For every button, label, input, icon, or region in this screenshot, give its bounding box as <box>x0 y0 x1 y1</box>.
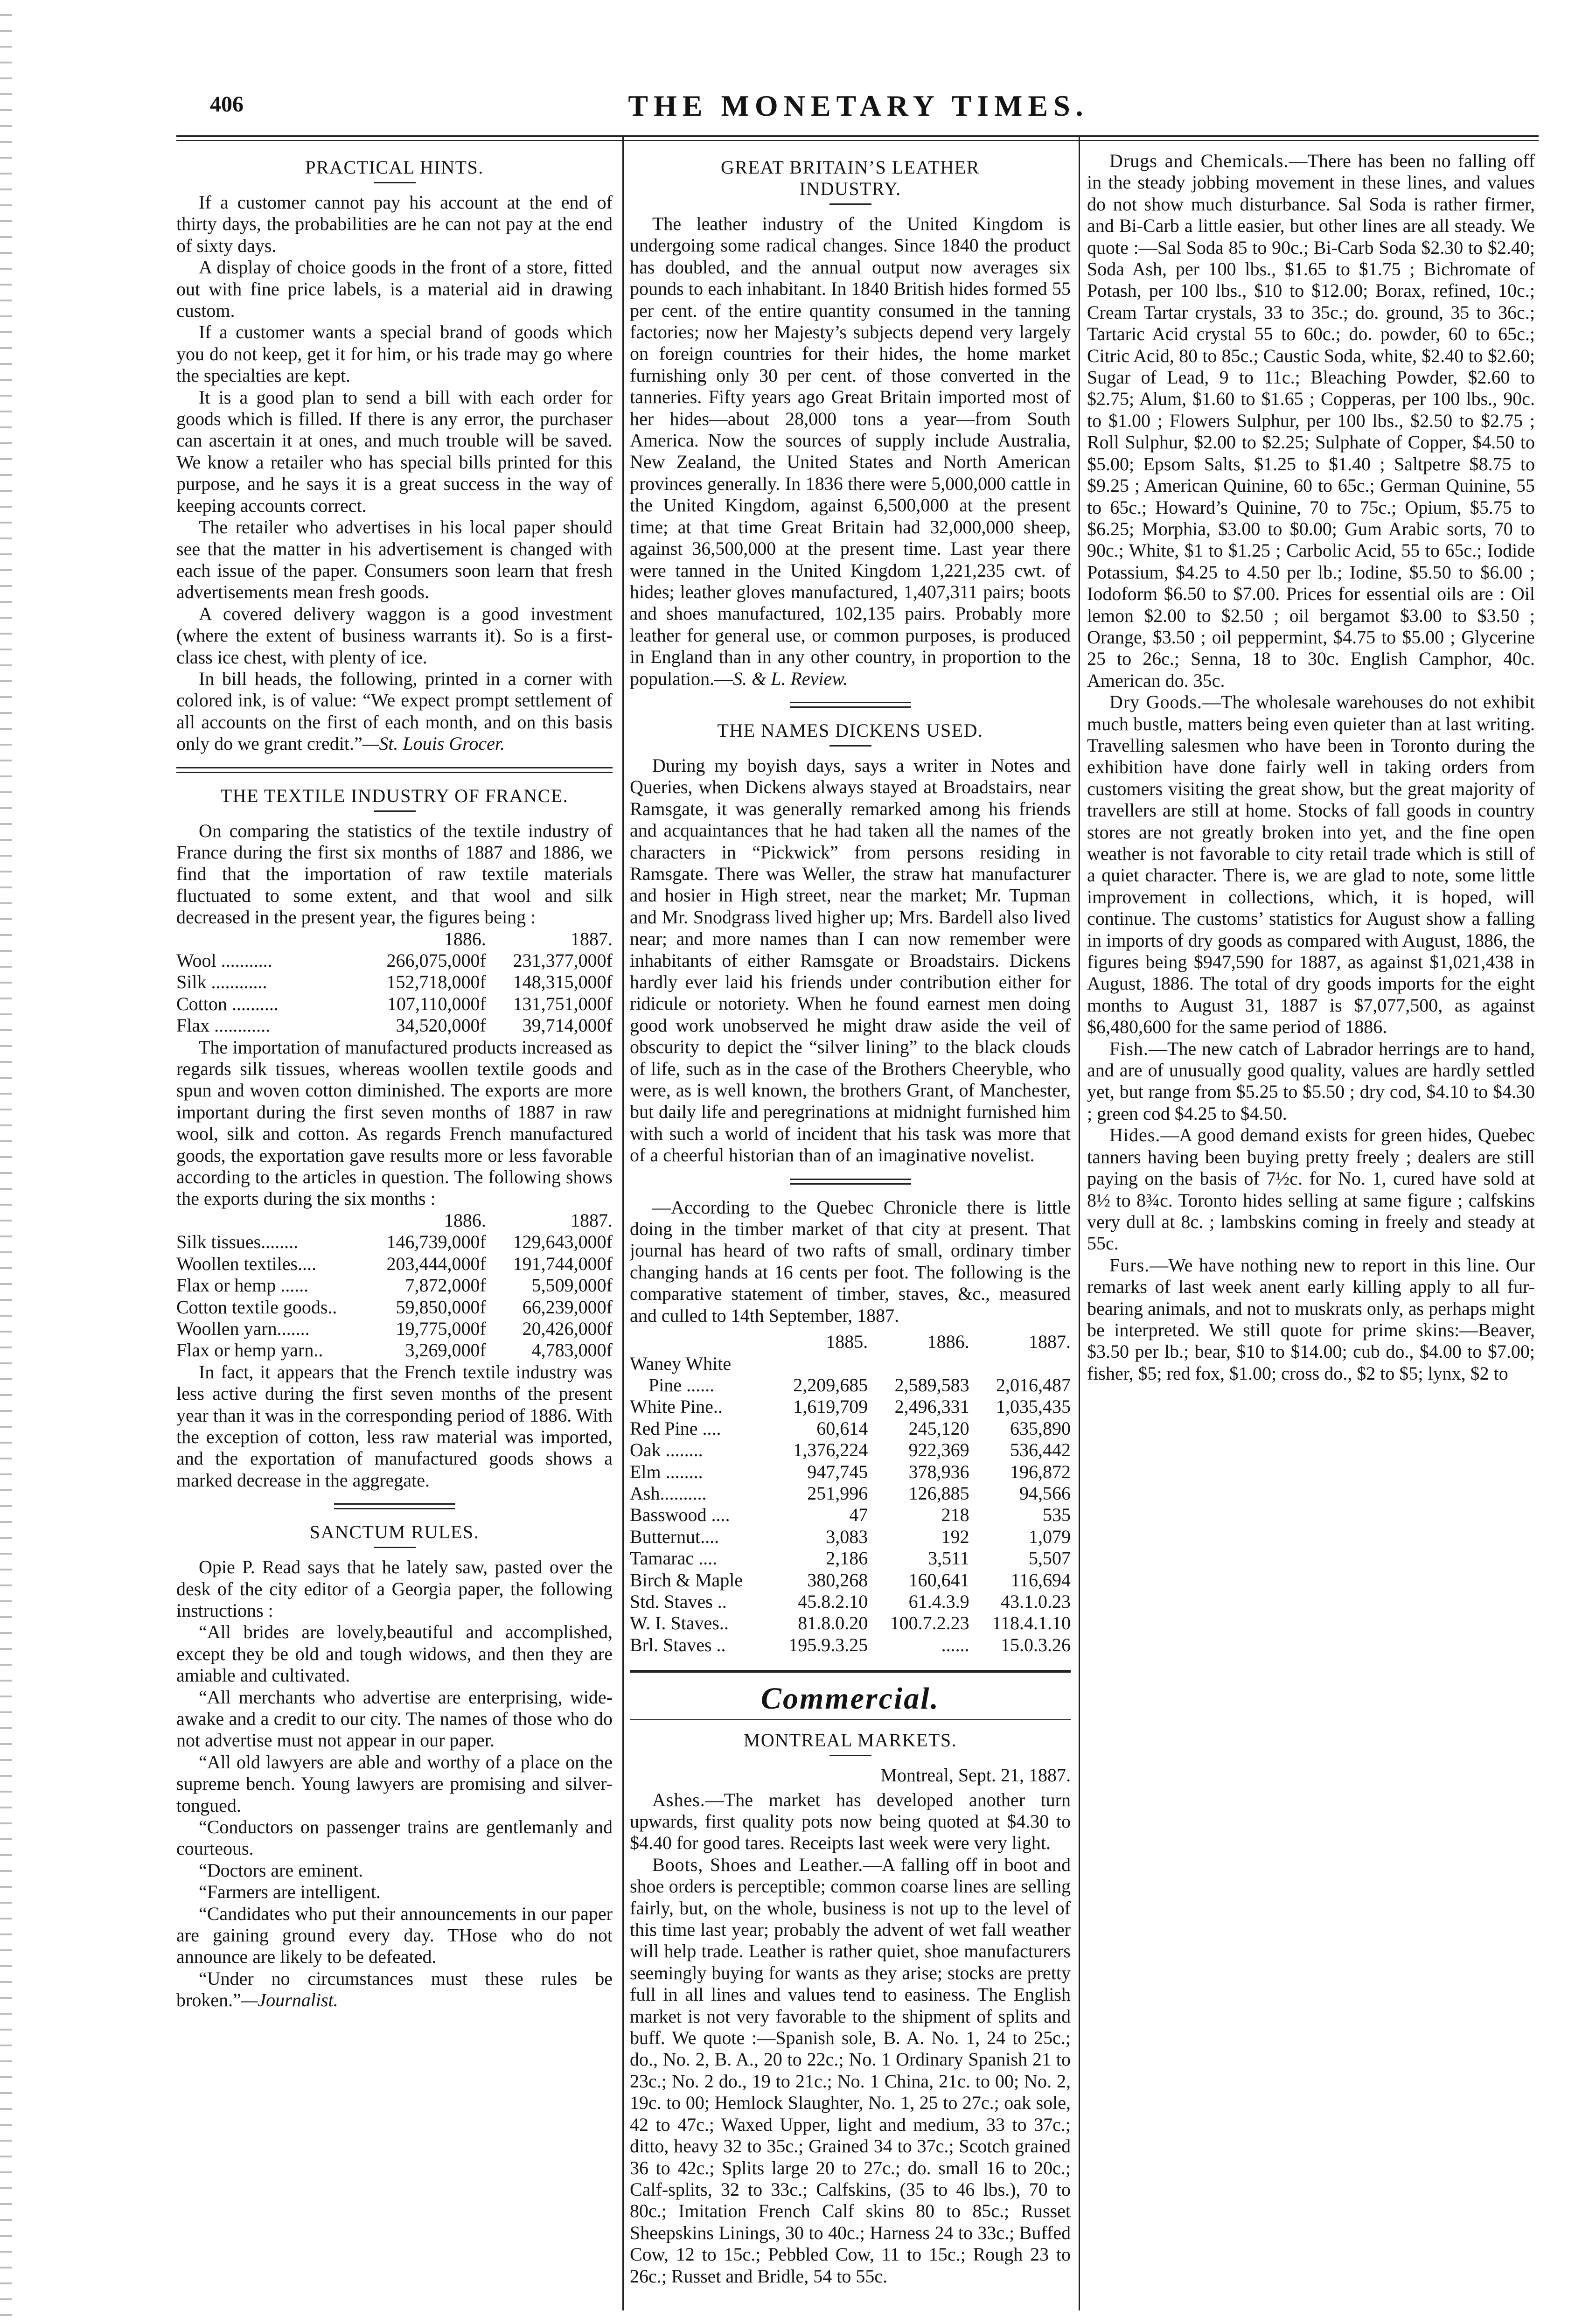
table-cell <box>767 1353 868 1375</box>
table-cell: 7,872,000f <box>405 1275 486 1296</box>
rule-item <box>176 1968 613 2011</box>
table-cell: 129,643,000f <box>513 1231 613 1253</box>
commercial-rule <box>630 1670 1071 1673</box>
table-cell: 146,739,000f <box>386 1231 486 1253</box>
table-cell: 3,269,000f <box>405 1340 486 1361</box>
table-cell: Oak ........ <box>630 1439 703 1461</box>
table-cell: 245,120 <box>908 1417 969 1439</box>
paragraph: It is a good plan to send a bill with each order for goods which is filled. If there is any error, the purchaser can ascertain it at ones, and much trouble will be saved. We know a retailer who has special bills printed for this purpose, and he says it is a great success in the way of keeping accounts correct. <box>176 386 613 516</box>
section-divider <box>334 1503 455 1509</box>
dateline: Montreal, Sept. 21, 1887. <box>880 1765 1071 1786</box>
table-cell: 47 <box>849 1504 868 1526</box>
table-row <box>630 1375 1071 1396</box>
table-row <box>630 1353 1071 1375</box>
table-cell: 4,783,000f <box>531 1340 613 1361</box>
table-cell: 635,890 <box>1010 1417 1071 1439</box>
paragraph: If a customer cannot pay his account at the end of thirty days, the probabilities are he can not pay at the end of sixty days. <box>176 192 613 256</box>
table-cell: Silk tissues........ <box>176 1231 299 1253</box>
market-lead: Boots, Shoes and Leather. <box>652 1854 864 1875</box>
table-cell: Woollen textiles.... <box>176 1253 317 1274</box>
table-cell: White Pine.. <box>630 1396 723 1417</box>
paragraph <box>630 213 1071 690</box>
table-cell: Red Pine .... <box>630 1417 721 1439</box>
paragraph: The retailer who advertises in his local paper should see that the matter in his advertisement is changed with each issue of the paper. Consumers soon learn that fresh advertisements mean fresh goods. <box>176 516 613 603</box>
column-1 <box>176 150 613 2296</box>
table-header-cell: 1887. <box>1029 1331 1071 1353</box>
table-cell: 81.8.0.20 <box>798 1612 868 1634</box>
table-header-cell: 1886. <box>444 1209 486 1231</box>
table-header-row <box>630 1331 1071 1353</box>
table-row <box>176 1253 613 1275</box>
table-cell: 131,751,000f <box>513 993 613 1014</box>
table-cell: 160,641 <box>908 1569 969 1591</box>
commercial-rule-thin <box>630 1719 1071 1720</box>
leather-heading: GREAT BRITAIN’S LEATHER <box>721 157 980 178</box>
table-cell: 192 <box>941 1526 969 1547</box>
paragraph: The importation of manufactured products increased as regards silk tissues, whereas woollen textile goods and spun and woven cotton diminished. The exports are more important during the first seven months of 1887 in raw wool, silk and cotton. As regards French manufactured goods, the exportation gave results more or less favorable according to the articles in question. The following shows the exports during the six months : <box>176 1036 613 1209</box>
page-header <box>182 89 1535 126</box>
rule-item: “All merchants who advertise are enterprising, wide-awake and a credit to our city. The names of those who do not advertise must not appear in our paper. <box>176 1686 613 1751</box>
table-cell <box>630 1331 767 1353</box>
table-cell <box>969 1353 1071 1375</box>
market-lead: Drugs and Chemicals. <box>1109 150 1289 171</box>
table-cell: 107,110,000f <box>387 993 486 1014</box>
market-text: —A falling off in boot and shoe orders is perceptible; common coarse lines are selling fairly, but, on the whole, business is not up to the level of this time last year; probably the advent of wet fall weather will help trade. Leather is rather quiet, shoe manufacturers seemingly buying for wants as they arise; stocks are pretty full in all lines and values tend to easiness. The English market is not very favorable to the shipment of splits and buff. We quote :—Spanish sole, B. A. No. 1, 24 to 25c.; do., No. 2, B. A., 20 to 22c.; No. 1 Ordinary Spanish 21 to 23c.; No. 2 do., 19 to 21c.; No. 1 China, 21c. to 00; No. 2, 19c. to 00; Hemlock Slaughter, No. 1, 25 to 27c.; oak sole, 42 to 47c.; Waxed Upper, light and medium, 33 to 37c.; ditto, heavy 32 to 35c.; Grained 34 to 37c.; Scotch grained 36 to 42c.; Splits large 20 to 27c.; do. small 16 to 20c.; Calf-splits, 32 to 33c.; Calfskins, (35 to 46 lbs.), 70 to 80c.; Imitation French Calf skins 80 to 85c.; Russet Sheepskins Linings, 30 to 40c.; Harness 24 to 33c.; Buffed Cow, 12 to 15c.; Pebbled Cow, 11 to 15c.; Rough 23 to 26c.; Russet and Bridle, 54 to 55c. <box>630 1854 1071 2287</box>
divider <box>829 745 871 747</box>
table-cell: 378,936 <box>908 1461 969 1482</box>
table-cell: 1,376,224 <box>793 1439 868 1461</box>
table-cell: Brl. Staves .. <box>630 1634 726 1655</box>
market-lead: Dry Goods. <box>1109 691 1203 713</box>
table-cell: 2,496,331 <box>894 1396 969 1417</box>
practical-hints-heading: PRACTICAL HINTS. <box>305 157 484 178</box>
table-cell: Cotton .......... <box>176 993 279 1014</box>
table-header-row <box>176 1210 613 1231</box>
table-cell: Wool ........... <box>176 950 272 971</box>
divider <box>374 1547 416 1548</box>
rule-item: “Candidates who put their announcements in our paper are gaining ground every day. THose who do not announce are likely to be defeated. <box>176 1903 613 1968</box>
table-header-cell: 1885. <box>826 1331 868 1353</box>
table-row <box>630 1396 1071 1417</box>
table-cell: Basswood .... <box>630 1504 730 1526</box>
table-cell: 148,315,000f <box>513 971 613 993</box>
table-cell: Waney White <box>630 1353 732 1374</box>
table-cell: Butternut.... <box>630 1526 719 1547</box>
market-paragraph <box>630 1789 1071 1854</box>
table-cell: Cotton textile goods.. <box>176 1296 337 1318</box>
column-2 <box>630 150 1071 2296</box>
table-row <box>630 1591 1071 1612</box>
market-text: —The wholesale warehouses do not exhibit much bustle, matters being even quieter than at last writing. Travelling salesmen who have been in Toronto during the exhibition have done fairly well in taking orders from customers visiting the great show, but the great majority of travellers are still at home. Stocks of fall goods in country stores are not greatly broken into yet, and the fine open weather is not favorable to city retail trade which is still of a quiet character. There is, we are glad to note, some little improvement in collections, which, it is hoped, will continue. The customs’ statistics for August show a falling in imports of dry goods as compared with August, 1886, the figures being $947,590 for 1887, as against $1,021,438 in August, 1886. The total of dry goods imports for the eight months to August 31, 1887 is $7,077,500, as against $6,480,600 for the same period of 1886. <box>1087 691 1535 1038</box>
table-cell: 100.7.2.23 <box>890 1612 969 1634</box>
rule-item: “Conductors on passenger trains are gentlemanly and courteous. <box>176 1816 613 1859</box>
table-cell: ...... <box>941 1634 969 1655</box>
table-row <box>630 1418 1071 1439</box>
table-cell: 266,075,000f <box>386 950 486 971</box>
rule-item: “Doctors are eminent. <box>199 1859 363 1881</box>
table-cell: 94,566 <box>1019 1482 1071 1504</box>
table-cell: 59,850,000f <box>396 1296 486 1318</box>
table-cell <box>176 1210 360 1231</box>
table-cell: 251,996 <box>807 1482 868 1504</box>
divider <box>829 203 871 205</box>
table-row <box>630 1612 1071 1634</box>
table-row <box>630 1483 1071 1504</box>
table-cell: 203,444,000f <box>386 1253 486 1274</box>
timber-table <box>630 1331 1071 1656</box>
table-row <box>176 1297 613 1318</box>
table-cell: 218 <box>941 1504 969 1526</box>
table-cell: 60,614 <box>816 1417 868 1439</box>
paragraph: A display of choice goods in the front of a store, fitted out with fine price labels, is a material aid in drawing custom. <box>176 257 613 321</box>
commercial-banner: Commercial. <box>760 1682 940 1716</box>
market-text: —There has been no falling off in the steady jobbing movement in these lines, and values do not show much disturbance. Sal Soda is rather firmer, and Bi-Carb a little easier, but other lines are all steady. We quote :—Sal Soda 85 to 90c.; Bi-Carb Soda $2.30 to $2.40; Soda Ash, per 100 lbs., $1.65 to $1.75 ; Bichromate of Potash, per 100 lbs., $10 to $12.00; Borax, refined, 10c.; Cream Tartar crystals, 33 to 35c.; do. ground, 35 to 36c.; Tartaric Acid crystal 55 to 60c.; do. powder, 60 to 65c.; Citric Acid, 80 to 85c.; Caustic Soda, white, $2.40 to $2.60; Sugar of Lead, 9 to 11c.; Bleaching Powder, $2.60 to $2.75; Alum, $1.60 to $1.65 ; Copperas, per 100 lbs., 90c. to $1.00 ; Flowers Sulphur, per 100 lbs., $2.50 to $2.75 ; Roll Sulphur, $2.00 to $2.25; Sulphate of Copper, $4.50 to $5.00; Epsom Salts, $1.25 to $1.40 ; Saltpetre $8.75 to $9.25 ; American Quinine, 60 to 65c.; German Quinine, 55 to 65c.; Howard’s Quinine, 70 to 75c.; Opium, $5.75 to $6.25; Morphia, $3.00 to $0.00; Gum Arabic sorts, 70 to 90c.; White, $1 to $1.25 ; Carbolic Acid, 55 to 65c.; Iodide Potassium, $4.25 to 4.50 per lb.; Iodine, $5.50 to $6.00 ; Iodoform $6.50 to $7.00. Prices for essential oils are : Oil lemon $2.00 to $2.50 ; oil bergamot $3.00 to $3.50 ; Orange, $3.50 ; oil peppermint, $4.75 to $5.00 ; Glycerine 25 to 26c.; Senna, 18 to 30c. English Camphor, 40c. American do. 35c. <box>1087 150 1535 691</box>
table-cell: 195.9.3.25 <box>788 1634 868 1655</box>
table-row <box>176 1275 613 1296</box>
table-row <box>630 1461 1071 1483</box>
market-paragraph <box>1087 1124 1535 1254</box>
table-row <box>176 1340 613 1361</box>
table-row <box>630 1439 1071 1461</box>
table-cell: 191,744,000f <box>513 1253 613 1274</box>
table-cell: 39,714,000f <box>522 1015 613 1036</box>
table-cell: 66,239,000f <box>522 1296 613 1318</box>
table-cell: 43.1.0.23 <box>1001 1591 1071 1612</box>
market-lead: Ashes. <box>652 1789 705 1810</box>
market-text: —The new catch of Labrador herrings are to hand, and are of unusually good quality, values are hardly settled yet, but range from $5.25 to $5.50 ; dry cod, $4.10 to $4.30 ; green cod $4.25 to $4.50. <box>1087 1038 1535 1124</box>
table-row <box>176 1231 613 1253</box>
sanctum-heading: SANCTUM RULES. <box>309 1521 480 1543</box>
exports-table <box>176 1210 613 1361</box>
table-cell: W. I. Staves.. <box>630 1612 729 1634</box>
table-cell <box>176 928 360 950</box>
table-row <box>176 1015 613 1036</box>
table-cell: 1,619,709 <box>793 1396 868 1417</box>
table-cell: 1,035,435 <box>996 1396 1071 1417</box>
market-lead: Hides. <box>1109 1124 1161 1146</box>
market-text: —We have nothing new to report in this line. Our remarks of last week anent early killing apply to all fur-bearing animals, and not to muskrats only, as perhaps might be interpreted. We still quote for prime skins:—Beaver, $3.50 per lb.; bear, $10 to $14.00; cub do., $4.00 to $7.00; fisher, $5; red fox, $1.00; cross do., $2 to $5; lynx, $2 to <box>1087 1254 1535 1384</box>
table-cell <box>868 1353 969 1375</box>
table-header-cell: 1887. <box>571 928 613 949</box>
table-cell: 922,369 <box>908 1439 969 1461</box>
source-credit: —St. Louis Grocer. <box>362 733 505 754</box>
table-cell: Silk ............ <box>176 971 267 993</box>
table-cell: Woollen yarn....... <box>176 1318 310 1339</box>
section-divider <box>176 767 613 773</box>
column-rule-1 <box>622 136 624 2310</box>
binding-gutter <box>0 0 12 2324</box>
table-header-cell: 1887. <box>571 1209 613 1231</box>
market-paragraph <box>630 1854 1071 2287</box>
textile-heading: THE TEXTILE INDUSTRY OF FRANCE. <box>220 785 569 806</box>
paragraph: If a customer wants a special brand of goods which you do not keep, get it for him, or his trade may go where the specialties are kept. <box>176 321 613 386</box>
table-cell: Tamarac .... <box>630 1548 718 1569</box>
table-header-cell: 1886. <box>444 928 486 949</box>
rule-text: “Under no circumstances must these rules be broken.” <box>176 1968 613 2011</box>
table-row <box>630 1634 1071 1656</box>
rule-item: “Farmers are intelligent. <box>199 1881 381 1903</box>
market-paragraph <box>1087 1255 1535 1384</box>
divider <box>374 182 416 183</box>
table-cell: Elm ........ <box>630 1461 703 1482</box>
dickens-heading: THE NAMES DICKENS USED. <box>717 719 983 741</box>
table-cell: 19,775,000f <box>396 1318 486 1339</box>
section-divider <box>790 1179 911 1185</box>
rule-item: “All old lawyers are able and worthy of a place on the supreme bench. Young lawyers are promising and silver-tongued. <box>176 1751 613 1816</box>
rule-item: “All brides are lovely,beautiful and accomplished, except they be old and tough widows, and then they are amiable and cultivated. <box>176 1621 613 1686</box>
table-cell: 947,745 <box>807 1461 868 1482</box>
paragraph: A covered delivery waggon is a good investment (where the extent of business warrants it). So is a first-class ice chest, with plenty of ice. <box>176 603 613 668</box>
header-rule-thin <box>176 140 1539 141</box>
page-number: 406 <box>210 92 244 117</box>
table-cell: 118.4.1.10 <box>992 1612 1071 1634</box>
paragraph: —According to the Quebec Chronicle there is little doing in the timber market of that city at present. That journal has heard of two rafts of small, ordinary timber changing hands at 16 cents per foot. The following is the comparative statement of timber, staves, &c., measured and culled to 14th September, 1887. <box>630 1196 1071 1326</box>
table-cell: 5,509,000f <box>531 1275 613 1296</box>
table-cell: Flax ............ <box>176 1015 271 1036</box>
table-row <box>176 1318 613 1340</box>
market-text: —The market has developed another turn upwards, first quality pots now being quoted at $4.30 to $4.40 for good tares. Receipts last week were very light. <box>630 1789 1071 1854</box>
table-cell: 2,589,583 <box>894 1374 969 1396</box>
table-cell: 61.4.3.9 <box>908 1591 969 1612</box>
table-cell: 1,079 <box>1029 1526 1071 1547</box>
table-header-row <box>176 928 613 950</box>
table-cell: 34,520,000f <box>396 1015 486 1036</box>
source-credit: S. & L. Review. <box>733 668 848 689</box>
table-cell: 2,209,685 <box>793 1374 868 1396</box>
table-cell: Ash.......... <box>630 1482 707 1504</box>
divider <box>374 810 416 812</box>
paragraph-text: In bill heads, the following, printed in a corner with colored ink, is of value: “We expect prompt settlement of all accounts on the first of each month, and on this basis only do we grant credit.” <box>176 668 613 754</box>
table-cell: 2,186 <box>826 1548 868 1569</box>
table-row <box>176 993 613 1015</box>
source-credit: —Journalist. <box>241 1989 338 2011</box>
table-cell: 152,718,000f <box>386 971 486 993</box>
table-row <box>630 1526 1071 1548</box>
table-cell: 536,442 <box>1010 1439 1071 1461</box>
table-row <box>176 950 613 971</box>
table-cell: Pine ...... <box>648 1374 715 1396</box>
table-cell: Flax or hemp ...... <box>176 1275 309 1296</box>
market-text: —A good demand exists for green hides, Quebec tanners having been buying pretty freely ; dealers are still paying on the basis of 7½c. for No. 1, cured have sold at 8½ to 8¾c. Toronto hides selling at same figure ; calfskins very dull at 8c. ; lambskins coming in freely and steady at 55c. <box>1087 1124 1535 1254</box>
table-row <box>630 1504 1071 1526</box>
paragraph: During my boyish days, says a writer in Notes and Queries, when Dickens always stayed at Broadstairs, near Ramsgate, it was generally remarked among his friends and acquaintances that he had taken all the names of the characters in “Pickwick” from persons residing in Ramsgate. There was Weller, the straw hat manufacturer and hosier in High street, near the market; Mr. Tupman and Mr. Snodgrass lived higher up; Mrs. Bardell also lived near; and more names than I can now remember were inhabitants of either Ramsgate or Broadstairs. Dickens hardly ever laid his friends under contribution either for ridicule or notoriety. When he found earnest men doing good work unobserved he might draw aside the veil of obscurity to depict the “silver lining” to the black clouds of life, such as in the case of the Brothers Cheeryble, who were, as is well known, the brothers Grant, of Manchester, but daily life and peregrinations at midnight furnished him with such a world of incident that his task was more that of a cheerful historian than of an imaginative novelist. <box>630 754 1071 1166</box>
table-cell: 2,016,487 <box>996 1374 1071 1396</box>
table-header-cell: 1886. <box>927 1331 969 1353</box>
table-cell: Flax or hemp yarn.. <box>176 1340 323 1361</box>
column-3 <box>1087 150 1535 2296</box>
table-cell: 20,426,000f <box>522 1318 613 1339</box>
table-cell: 5,507 <box>1029 1548 1071 1569</box>
leather-heading-line2: INDUSTRY. <box>799 178 901 199</box>
market-lead: Furs. <box>1109 1254 1150 1276</box>
paragraph <box>176 668 613 755</box>
market-paragraph <box>1087 691 1535 1038</box>
paragraph-text: The leather industry of the United Kingdom is undergoing some radical changes. Since 1840 the product has doubled, and the annual output now averages six pounds to each inhabitant. In 1840 British hides formed 55 per cent. of the entire quantity consumed in the tanning factories; now her Majesty’s subjects depend very largely on foreign countries for their hides, the home market furnishing only 30 per cent. of those converted in the tanneries. Fifty years ago Great Britain imported most of her hides—about 28,000 tons a year—from South America. Now the sources of supply include Australia, New Zealand, the United States and North American provinces generally. In 1836 there were 5,000,000 cattle in the United Kingdom, against 6,500,000 at the present time; at that time Great Britain had 32,000,000 sheep, against 36,500,000 at the present time. Last year there were tanned in the United Kingdom 1,221,235 cwt. of hides; leather gloves manufactured, 1,407,311 pairs; boots and shoes manufactured, 102,135 pairs. Probably more leather for general use, or common purposes, is produced in England than in any other country, in proportion to the population.— <box>630 213 1071 689</box>
table-cell: 380,268 <box>807 1569 868 1591</box>
table-cell: 15.0.3.26 <box>1001 1634 1071 1655</box>
table-cell: 535 <box>1043 1504 1071 1526</box>
header-rule <box>176 135 1539 137</box>
market-paragraph <box>1087 150 1535 691</box>
montreal-markets-heading: MONTREAL MARKETS. <box>743 1730 957 1751</box>
paragraph: Opie P. Read says that he lately saw, pasted over the desk of the city editor of a Georgia paper, the following instructions : <box>176 1556 613 1621</box>
market-lead: Fish. <box>1109 1038 1149 1059</box>
table-cell: 45.8.2.10 <box>798 1591 868 1612</box>
table-cell: 126,885 <box>908 1482 969 1504</box>
table-row <box>630 1570 1071 1591</box>
masthead-title: THE MONETARY TIMES. <box>628 89 1089 122</box>
paragraph: On comparing the statistics of the textile industry of France during the first six months of 1887 and 1886, we find that the importation of raw textile materials fluctuated to some extent, and that wool and silk decreased in the present year, the figures being : <box>176 820 613 928</box>
table-cell: 196,872 <box>1010 1461 1071 1482</box>
table-cell: Birch & Maple <box>630 1569 743 1591</box>
table-cell: 116,694 <box>1011 1569 1071 1591</box>
table-cell: 3,511 <box>928 1548 969 1569</box>
section-divider <box>790 702 911 708</box>
column-rule-2 <box>1079 136 1080 2310</box>
table-row <box>176 971 613 993</box>
divider <box>829 1755 871 1756</box>
imports-table <box>176 928 613 1037</box>
table-cell: 3,083 <box>826 1526 868 1547</box>
table-row <box>630 1548 1071 1569</box>
table-cell: Std. Staves .. <box>630 1591 727 1612</box>
table-cell: 231,377,000f <box>513 950 613 971</box>
market-paragraph <box>1087 1038 1535 1125</box>
paragraph: In fact, it appears that the French textile industry was less active during the first seven months of the present year than it was in the corresponding period of 1886. With the exception of cotton, less raw material was imported, and the exportation of manufactured goods shows a marked decrease in the aggregate. <box>176 1361 613 1491</box>
